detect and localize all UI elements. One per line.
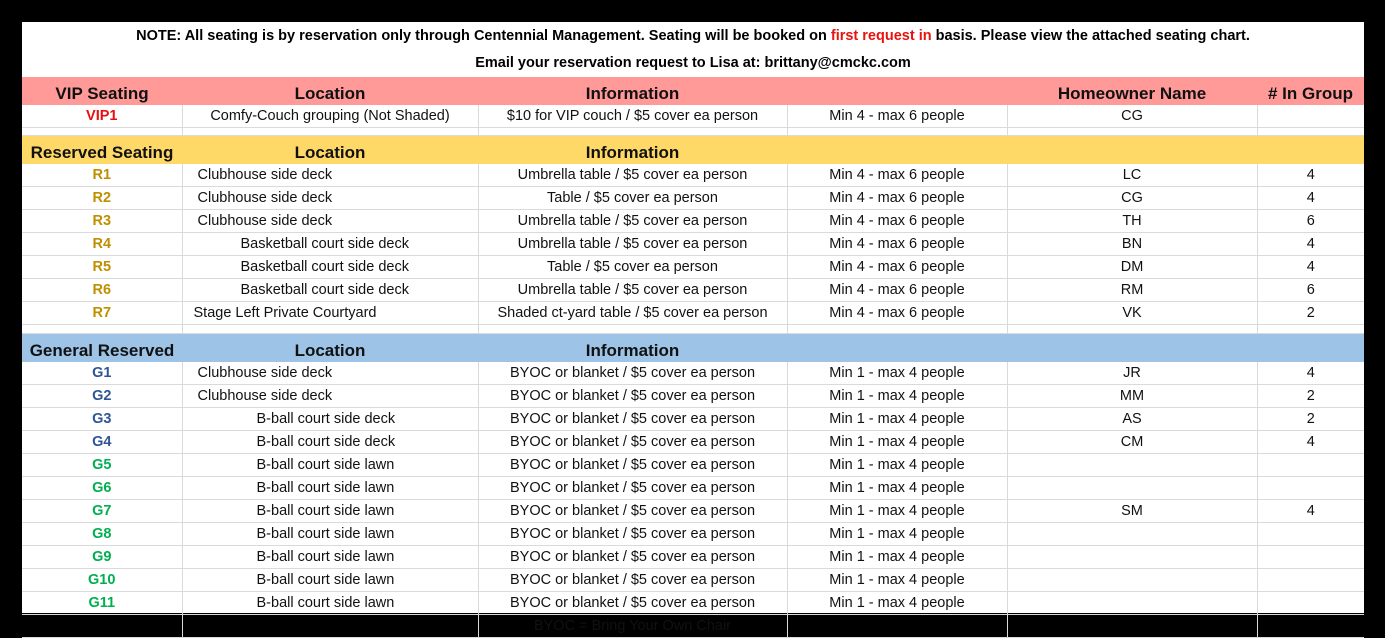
seat-homeowner: AS <box>1007 408 1257 431</box>
table-row[interactable] <box>22 362 1364 385</box>
seat-homeowner: JR <box>1007 362 1257 385</box>
table-row[interactable] <box>22 385 1364 408</box>
seat-location: B-ball court side deck <box>182 431 478 454</box>
seat-capacity: Min 1 - max 4 people <box>787 592 1007 615</box>
general-information-header: Information <box>478 334 787 363</box>
seat-location: B-ball court side lawn <box>182 477 478 500</box>
seat-information: BYOC or blanket / $5 cover ea person <box>478 362 787 385</box>
seat-id: G1 <box>22 362 182 385</box>
seat-location: B-ball court side lawn <box>182 454 478 477</box>
note-text-after: basis. Please view the attached seating chart. <box>931 28 1250 44</box>
seat-group: 2 <box>1257 408 1364 431</box>
reserved-section-header: Reserved Seating <box>22 136 182 165</box>
seat-group <box>1257 523 1364 546</box>
group-count-header: # In Group <box>1257 77 1364 105</box>
seat-location: B-ball court side deck <box>182 408 478 431</box>
seat-information: BYOC or blanket / $5 cover ea person <box>478 500 787 523</box>
table-row[interactable] <box>22 592 1364 615</box>
seat-location: Basketball court side deck <box>182 233 478 256</box>
seat-group <box>1257 477 1364 500</box>
seat-information: BYOC or blanket / $5 cover ea person <box>478 385 787 408</box>
seat-information: Shaded ct-yard table / $5 cover ea person <box>478 302 787 325</box>
reserved-information-header: Information <box>478 136 787 165</box>
seat-id: G5 <box>22 454 182 477</box>
vip-information-header: Information <box>478 77 787 105</box>
seat-location: Stage Left Private Courtyard <box>182 302 478 325</box>
seat-id: VIP1 <box>22 105 182 128</box>
vip-header-row <box>22 77 1364 105</box>
footnote-row <box>22 615 1364 638</box>
seat-information: Umbrella table / $5 cover ea person <box>478 210 787 233</box>
table-row[interactable] <box>22 477 1364 500</box>
seat-id: G6 <box>22 477 182 500</box>
seat-capacity: Min 4 - max 6 people <box>787 302 1007 325</box>
seat-homeowner: LC <box>1007 164 1257 187</box>
seat-id: R3 <box>22 210 182 233</box>
seat-capacity: Min 4 - max 6 people <box>787 164 1007 187</box>
byoc-footnote: BYOC = Bring Your Own Chair <box>478 615 787 638</box>
spacer-row <box>22 325 1364 334</box>
general-section-header: General Reserved <box>22 334 182 363</box>
seat-group: 4 <box>1257 500 1364 523</box>
general-location-header: Location <box>182 334 478 363</box>
seat-capacity: Min 1 - max 4 people <box>787 546 1007 569</box>
table-row[interactable] <box>22 256 1364 279</box>
seat-location: Clubhouse side deck <box>182 164 478 187</box>
seat-group: 4 <box>1257 362 1364 385</box>
seat-location: Basketball court side deck <box>182 256 478 279</box>
table-row[interactable] <box>22 233 1364 256</box>
table-row[interactable] <box>22 454 1364 477</box>
table-row[interactable] <box>22 523 1364 546</box>
seat-capacity: Min 1 - max 4 people <box>787 523 1007 546</box>
seat-group: 2 <box>1257 385 1364 408</box>
vip-capacity-header <box>787 77 1007 105</box>
seat-homeowner: RM <box>1007 279 1257 302</box>
seat-capacity: Min 4 - max 6 people <box>787 256 1007 279</box>
table-row[interactable] <box>22 210 1364 233</box>
seat-capacity: Min 1 - max 4 people <box>787 477 1007 500</box>
seat-id: G9 <box>22 546 182 569</box>
seat-id: G3 <box>22 408 182 431</box>
seat-information: BYOC or blanket / $5 cover ea person <box>478 569 787 592</box>
seat-information: BYOC or blanket / $5 cover ea person <box>478 454 787 477</box>
seat-information: Umbrella table / $5 cover ea person <box>478 279 787 302</box>
seat-location: Comfy-Couch grouping (Not Shaded) <box>182 105 478 128</box>
seat-information: Umbrella table / $5 cover ea person <box>478 233 787 256</box>
seat-group: 4 <box>1257 233 1364 256</box>
seat-group <box>1257 592 1364 615</box>
table-row[interactable] <box>22 187 1364 210</box>
table-row[interactable] <box>22 546 1364 569</box>
seat-information: Table / $5 cover ea person <box>478 256 787 279</box>
seat-id: G8 <box>22 523 182 546</box>
seat-capacity: Min 4 - max 6 people <box>787 187 1007 210</box>
seat-information: $10 for VIP couch / $5 cover ea person <box>478 105 787 128</box>
seat-homeowner: SM <box>1007 500 1257 523</box>
seat-homeowner: DM <box>1007 256 1257 279</box>
seat-id: R2 <box>22 187 182 210</box>
seating-sheet <box>22 22 1364 634</box>
seat-homeowner: CG <box>1007 105 1257 128</box>
seat-capacity: Min 1 - max 4 people <box>787 362 1007 385</box>
seat-homeowner <box>1007 546 1257 569</box>
seat-information: BYOC or blanket / $5 cover ea person <box>478 408 787 431</box>
table-row[interactable] <box>22 408 1364 431</box>
general-header-row <box>22 334 1364 363</box>
seat-location: Clubhouse side deck <box>182 210 478 233</box>
seat-homeowner <box>1007 569 1257 592</box>
seat-homeowner <box>1007 454 1257 477</box>
table-row[interactable] <box>22 302 1364 325</box>
seat-homeowner: CM <box>1007 431 1257 454</box>
note-line <box>22 22 1364 50</box>
seat-location: B-ball court side lawn <box>182 569 478 592</box>
spacer-row <box>22 128 1364 136</box>
seat-homeowner: CG <box>1007 187 1257 210</box>
seat-homeowner: BN <box>1007 233 1257 256</box>
table-row[interactable] <box>22 105 1364 128</box>
seat-capacity: Min 1 - max 4 people <box>787 454 1007 477</box>
seat-information: BYOC or blanket / $5 cover ea person <box>478 477 787 500</box>
seat-group: 6 <box>1257 279 1364 302</box>
seat-location: B-ball court side lawn <box>182 500 478 523</box>
seat-group: 4 <box>1257 431 1364 454</box>
seat-group <box>1257 569 1364 592</box>
seat-homeowner <box>1007 592 1257 615</box>
seat-capacity: Min 1 - max 4 people <box>787 385 1007 408</box>
seat-homeowner <box>1007 477 1257 500</box>
vip-section-header: VIP Seating <box>22 77 182 105</box>
table-row[interactable] <box>22 569 1364 592</box>
seat-id: G4 <box>22 431 182 454</box>
seat-information: BYOC or blanket / $5 cover ea person <box>478 592 787 615</box>
table-row[interactable] <box>22 279 1364 302</box>
table-row[interactable] <box>22 431 1364 454</box>
seat-homeowner: MM <box>1007 385 1257 408</box>
seat-information: BYOC or blanket / $5 cover ea person <box>478 523 787 546</box>
seat-id: R5 <box>22 256 182 279</box>
seat-location: Clubhouse side deck <box>182 187 478 210</box>
seat-location: Clubhouse side deck <box>182 385 478 408</box>
seat-capacity: Min 1 - max 4 people <box>787 500 1007 523</box>
seat-homeowner <box>1007 523 1257 546</box>
seat-group <box>1257 105 1364 128</box>
table-row[interactable] <box>22 500 1364 523</box>
seat-capacity: Min 4 - max 6 people <box>787 105 1007 128</box>
seat-capacity: Min 1 - max 4 people <box>787 569 1007 592</box>
seat-information: Table / $5 cover ea person <box>478 187 787 210</box>
seat-location: B-ball court side lawn <box>182 592 478 615</box>
seat-location: Basketball court side deck <box>182 279 478 302</box>
seating-table <box>22 77 1364 638</box>
seat-location: B-ball court side lawn <box>182 546 478 569</box>
note-highlight: first request in <box>830 28 932 44</box>
seat-information: BYOC or blanket / $5 cover ea person <box>478 431 787 454</box>
note-text-before: NOTE: All seating is by reservation only through Centennial Management. Seating will be booked on <box>136 28 831 44</box>
seat-group: 6 <box>1257 210 1364 233</box>
reserved-header-row <box>22 136 1364 165</box>
seat-id: G2 <box>22 385 182 408</box>
seat-id: G11 <box>22 592 182 615</box>
seat-id: R4 <box>22 233 182 256</box>
seat-location: B-ball court side lawn <box>182 523 478 546</box>
seat-information: Umbrella table / $5 cover ea person <box>478 164 787 187</box>
seat-homeowner: VK <box>1007 302 1257 325</box>
seat-capacity: Min 1 - max 4 people <box>787 408 1007 431</box>
seat-id: G10 <box>22 569 182 592</box>
table-row[interactable] <box>22 164 1364 187</box>
seat-capacity: Min 4 - max 6 people <box>787 279 1007 302</box>
reserved-location-header: Location <box>182 136 478 165</box>
seat-group: 4 <box>1257 164 1364 187</box>
seat-location: Clubhouse side deck <box>182 362 478 385</box>
seat-capacity: Min 4 - max 6 people <box>787 210 1007 233</box>
seat-id: G7 <box>22 500 182 523</box>
seat-group: 2 <box>1257 302 1364 325</box>
seat-id: R7 <box>22 302 182 325</box>
seat-group <box>1257 454 1364 477</box>
seat-id: R1 <box>22 164 182 187</box>
seat-group: 4 <box>1257 187 1364 210</box>
seat-capacity: Min 4 - max 6 people <box>787 233 1007 256</box>
vip-location-header: Location <box>182 77 478 105</box>
seat-group <box>1257 546 1364 569</box>
homeowner-name-header: Homeowner Name <box>1007 77 1257 105</box>
seat-id: R6 <box>22 279 182 302</box>
seat-capacity: Min 1 - max 4 people <box>787 431 1007 454</box>
email-line: Email your reservation request to Lisa at: brittany@cmckc.com <box>475 55 911 71</box>
seat-information: BYOC or blanket / $5 cover ea person <box>478 546 787 569</box>
seat-homeowner: TH <box>1007 210 1257 233</box>
seat-group: 4 <box>1257 256 1364 279</box>
